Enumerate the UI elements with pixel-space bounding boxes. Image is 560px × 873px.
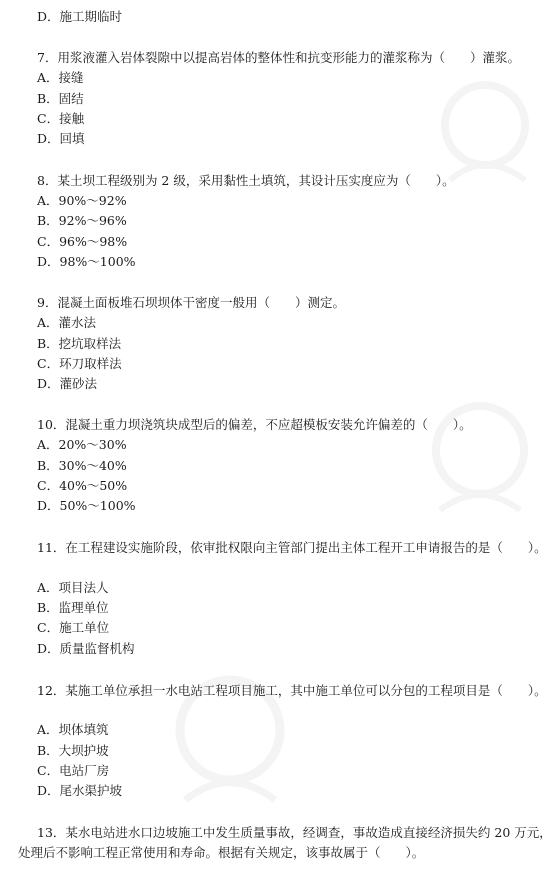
q11-option-b: B．监理单位 <box>37 600 109 615</box>
q6-option-d: D．施工期临时 <box>37 9 123 24</box>
q9-option-a: A．灌水法 <box>37 315 97 330</box>
q10-option-a: A．20%～30% <box>37 437 127 452</box>
q11-option-c: C．施工单位 <box>37 620 110 635</box>
question-12: 12．某施工单位承担一水电站工程项目施工，其中施工单位可以分包的工程项目是（ ）。 <box>37 683 547 698</box>
question-9: 9．混凝土面板堆石坝坝体干密度一般用（ ）测定。 <box>37 295 345 310</box>
q9-option-d: D．灌砂法 <box>37 376 98 391</box>
q8-option-d: D．98%～100% <box>37 254 136 269</box>
q9-option-c: C．环刀取样法 <box>37 356 122 371</box>
q12-option-b: B．大坝护坡 <box>37 743 109 758</box>
q12-option-d: D．尾水渠护坡 <box>37 783 123 798</box>
q10-option-d: D．50%～100% <box>37 498 136 513</box>
q8-option-b: B．92%～96% <box>37 213 127 228</box>
q11-option-d: D．质量监督机构 <box>37 641 135 656</box>
q7-option-b: B．固结 <box>37 91 84 106</box>
question-8: 8．某土坝工程级别为 2 级，采用黏性土填筑，其设计压实度应为（ ）。 <box>37 173 455 188</box>
q12-option-a: A．坝体填筑 <box>37 722 109 737</box>
q11-option-a: A．项目法人 <box>37 580 109 595</box>
q8-option-c: C．96%～98% <box>37 234 128 249</box>
q9-option-b: B．挖坑取样法 <box>37 336 122 351</box>
q7-option-a: A．接缝 <box>37 70 84 85</box>
q8-option-a: A．90%～92% <box>37 193 127 208</box>
q7-option-c: C．接触 <box>37 111 85 126</box>
q10-option-b: B．30%～40% <box>37 458 127 473</box>
q10-option-c: C．40%～50% <box>37 478 128 493</box>
question-7: 7．用浆液灌入岩体裂隙中以提高岩体的整体性和抗变形能力的灌浆称为（ ）灌浆。 <box>37 50 520 65</box>
q7-option-d: D．回填 <box>37 131 85 146</box>
q12-option-c: C．电站厂房 <box>37 763 110 778</box>
question-13: 13．某水电站进水口边坡施工中发生质量事故，经调查，事故造成直接经济损失约 20 万元，处理后不影响工程正常使用和寿命。根据有关规定，该事故属于（ ）。 <box>18 825 552 860</box>
question-11: 11．在工程建设实施阶段，依审批权限向主管部门提出主体工程开工申请报告的是（ ）。 <box>37 540 547 555</box>
question-10: 10．混凝土重力坝浇筑块成型后的偏差，不应超模板安装允许偏差的（ ）。 <box>37 417 472 432</box>
